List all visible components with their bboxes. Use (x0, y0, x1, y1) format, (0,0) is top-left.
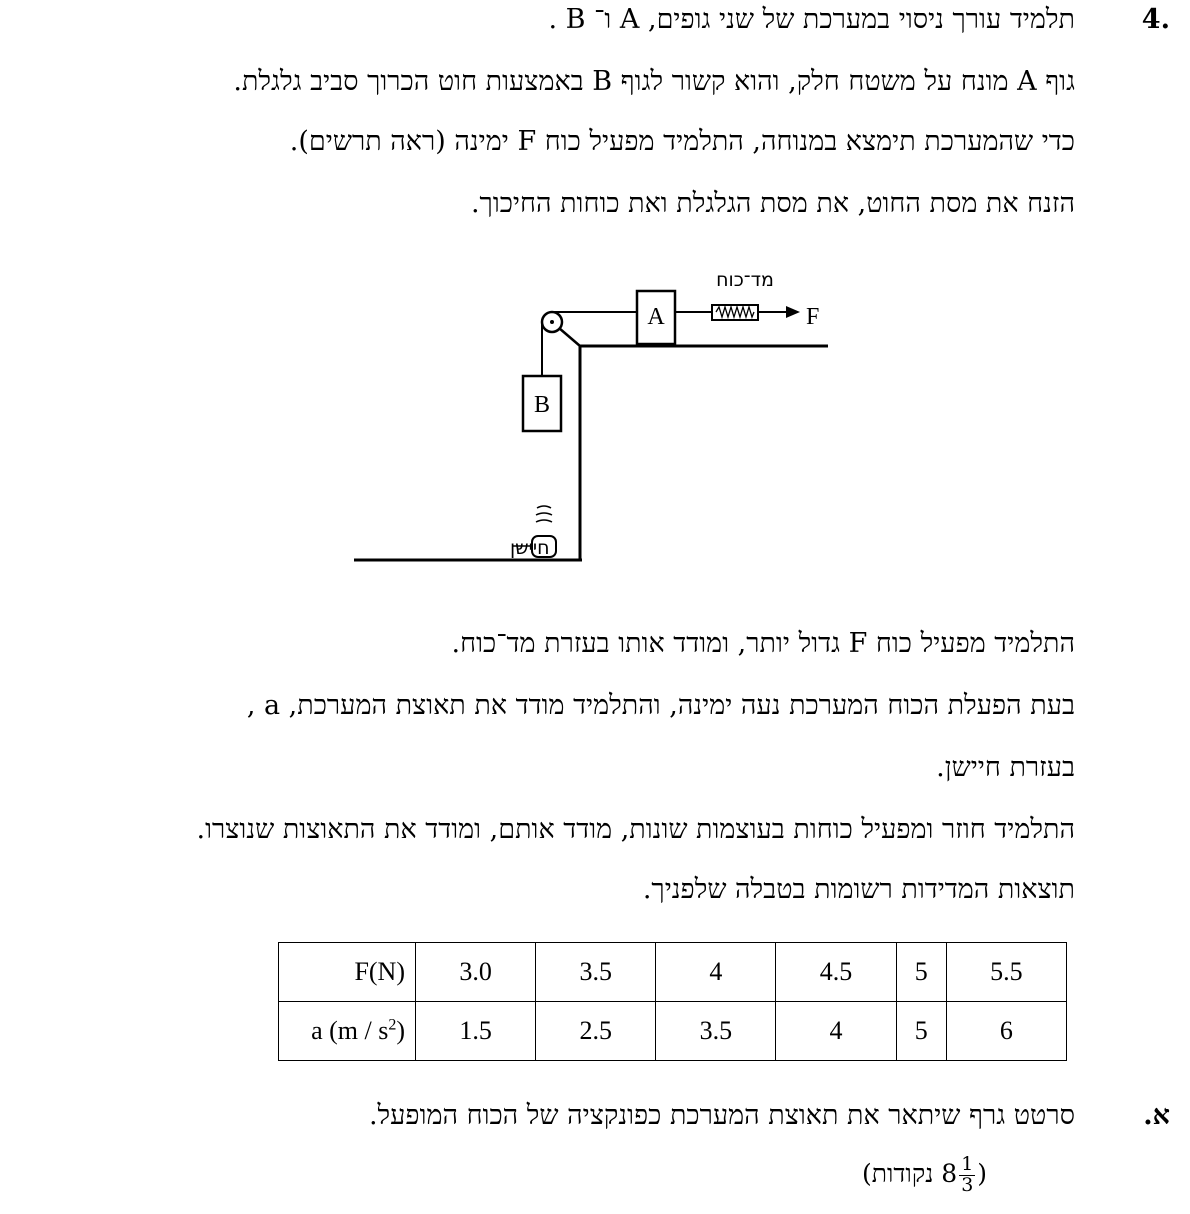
body-line-4: התלמיד חוזר ומפעיל כוחות בעוצמות שונות, מודד אותם, ומודד את התאוצות שנוצרו. (196, 814, 1075, 845)
table-cell: 5.5 (946, 943, 1066, 1002)
table-header-acceleration: a $(m / s^2)$ (279, 1002, 416, 1061)
table-cell: 6 (946, 1002, 1066, 1061)
pulley-diagram (340, 262, 840, 572)
table-cell: 4 (656, 943, 776, 1002)
table-cell: 3.0 (416, 943, 536, 1002)
spring-scale-label: מד־כוח (716, 269, 774, 291)
table-header-force: F(N) (279, 943, 416, 1002)
body-line-5: תוצאות המדידות רשומות בטבלה שלפניך. (642, 874, 1075, 905)
question-line-1: תלמיד עורך ניסוי במערכת של שני גופים, A ו־ B . (548, 4, 1075, 35)
sensor-label: חיישן (510, 537, 550, 559)
table-cell: 1.5 (416, 1002, 536, 1061)
question-line-4: הזנח את מסת החוט, את מסת הגלגלת ואת כוחות החיכוך. (470, 188, 1075, 219)
subquestion-text: סרטט גרף שיתאר את תאוצת המערכת כפונקציה של הכוח המופעל. (368, 1100, 1075, 1131)
body-line-2: בעת הפעלת הכוח המערכת נעה ימינה, והתלמיד מודד את תאוצת המערכת, a , (246, 690, 1075, 721)
question-line-3: כדי שהמערכת תימצא במנוחה, התלמיד מפעיל כוח F ימינה (ראה תרשים). (289, 126, 1075, 157)
table-cell: 5 (896, 1002, 946, 1061)
body-line-3: בעזרת חיישן. (936, 752, 1075, 783)
table-cell: 4 (776, 1002, 896, 1061)
table-row-force (279, 943, 1067, 1002)
question-number: .4 (1141, 4, 1170, 35)
table-cell: 3.5 (656, 1002, 776, 1061)
table-cell: 3.5 (536, 943, 656, 1002)
table-row-acceleration (279, 1002, 1067, 1061)
body-b-label: B (533, 392, 551, 418)
body-line-1: התלמיד מפעיל כוח F גדול יותר, ומודד אותו בעזרת מד־כוח. (451, 628, 1075, 659)
force-label: F (806, 304, 820, 330)
table-cell: 4.5 (776, 943, 896, 1002)
measurement-table (278, 942, 1067, 1061)
table-cell: 5 (896, 943, 946, 1002)
points-fraction: $\frac{1}{3}$ (961, 1153, 974, 1196)
subquestion-letter: א. (1143, 1100, 1170, 1131)
body-a-label: A (647, 304, 665, 330)
points-label: (8 $\frac{1}{3}$ נקודות) (862, 1153, 988, 1196)
table-cell: 2.5 (536, 1002, 656, 1061)
question-line-2: גוף A מונח על משטח חלק, והוא קשור לגוף B באמצעות חוט הכרוך סביב גלגלת. (233, 66, 1075, 97)
